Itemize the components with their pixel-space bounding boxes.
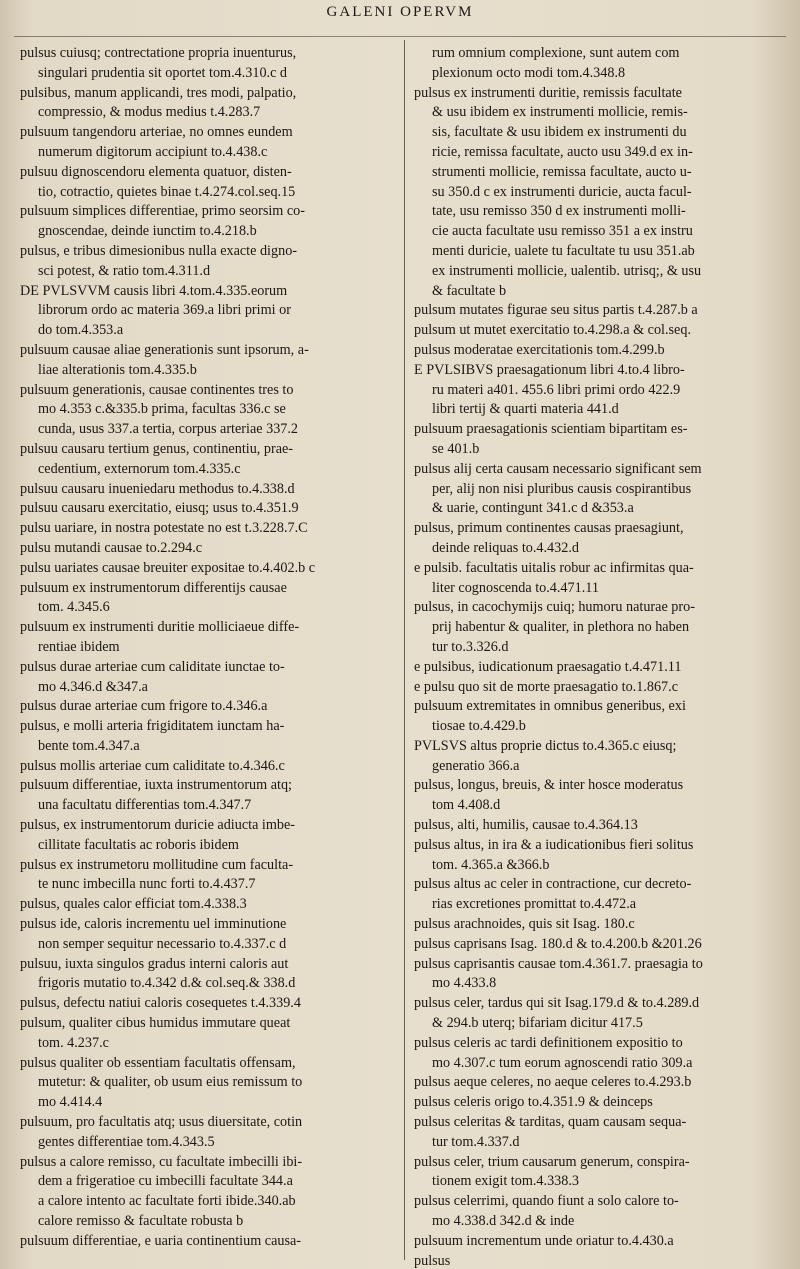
index-line: generatio 366.a [432, 757, 520, 774]
index-line: pulsus, e tribus dimesionibus nulla exacte digno- [20, 242, 298, 259]
index-line: tom. 4.365.a &366.b [432, 856, 550, 873]
index-line: tur to.3.326.d [432, 638, 509, 655]
index-line: plexionum octo modi tom.4.348.8 [432, 64, 626, 81]
index-line: cunda, usus 337.a tertia, corpus arteriae 337.2 [38, 421, 299, 438]
index-line: pulsus, defectu natiui caloris cosequetes t.4.339.4 [20, 995, 301, 1012]
index-line: dem a frigeratioe cu imbecilli facultate 344.a [38, 1173, 293, 1190]
index-line: do tom.4.353.a [38, 322, 124, 339]
index-line: numerum digitorum accipiunt to.4.438.c [38, 143, 268, 160]
index-line: E PVLSIBVS praesagationum libri 4.to.4 libro- [414, 361, 685, 378]
index-line: libri tertij & quarti materia 441.d [432, 401, 619, 418]
index-line: pulsuum differentiae, e uaria continentium causa- [20, 1232, 302, 1249]
index-line: pulsus, primum continentes causas praesagiunt, [414, 520, 684, 537]
column-divider [404, 40, 405, 1260]
index-line: pulsus, alti, humilis, causae to.4.364.13 [414, 817, 638, 834]
index-line: menti duricie, ualete tu facultate tu usu 351.ab [432, 242, 695, 259]
index-line: pulsus celer, tardus qui sit Isag.179.d & to.4.289.d [414, 995, 700, 1012]
index-line: pulsuum praesagationis scientiam bipartitam es- [414, 421, 688, 438]
index-line: pulsuum, pro facultatis atq; usus diuersitate, cotin [20, 1114, 303, 1131]
index-line: strumenti mollicie, remissa facultate, aucto u- [432, 163, 692, 180]
index-line: tom 4.408.d [432, 797, 501, 814]
index-line: pulsus celerrimi, quando fiunt a solo calore to- [414, 1193, 679, 1210]
index-line: tiosae to.4.429.b [432, 718, 526, 735]
index-line: cie aucta facultate usu remisso 351 a ex instru [432, 223, 693, 240]
index-line: tom. 4.345.6 [38, 599, 110, 616]
index-line: pulsuu, iuxta singulos gradus interni caloris aut [20, 955, 289, 972]
index-line: DE PVLSVVM causis libri 4.tom.4.335.eorum [20, 282, 288, 299]
index-line: tio, cotractio, quietes binae t.4.274.col.seq.15 [38, 183, 296, 200]
index-line: tur tom.4.337.d [432, 1133, 520, 1150]
index-line: e pulsu quo sit de morte praesagatio to.1.867.c [414, 678, 678, 695]
index-line: sci potest, & ratio tom.4.311.d [38, 262, 211, 279]
index-line: non semper sequitur necessario to.4.337.c d [38, 935, 287, 952]
index-line: pulsus moderatae exercitationis tom.4.299.b [414, 341, 665, 358]
index-line: PVLSVS altus proprie dictus to.4.365.c eiusq; [414, 737, 677, 754]
index-line: mo 4.338.d 342.d & inde [432, 1213, 575, 1230]
index-line: compressio, & modus medius t.4.283.7 [38, 104, 261, 121]
index-line: singulari prudentia sit oportet tom.4.310.c d [38, 64, 288, 81]
index-line: pulsuu causaru inueniedaru methodus to.4.338.d [20, 480, 295, 497]
index-line: ru materi a401. 455.6 libri primi ordo 422.9 [432, 381, 681, 398]
index-line: pulsibus, manum applicandi, tres modi, palpatio, [20, 84, 297, 101]
index-line: tionem exigit tom.4.338.3 [432, 1173, 579, 1190]
index-line: pulsus celer, trium causarum generum, conspira- [414, 1153, 690, 1170]
header-rule [14, 36, 786, 37]
index-line: & 294.b uterq; bifariam dicitur 417.5 [432, 1015, 643, 1032]
index-line: liter cognoscenda to.4.471.11 [432, 579, 599, 596]
index-line: pulsum mutates figurae seu situs partis t.4.287.b a [414, 302, 698, 319]
index-line: rias excretiones promittat to.4.472.a [432, 896, 637, 913]
index-line: pulsus durae arteriae cum frigore to.4.346.a [20, 698, 268, 715]
index-line: pulsuum generationis, causae continentes tres to [20, 381, 294, 398]
index-line: & facultate b [432, 282, 507, 299]
index-line: calore remisso & facultate robusta b [38, 1213, 244, 1230]
index-line: pulsu uariare, in nostra potestate no est t.3.228.7.C [20, 520, 308, 537]
index-line: pulsum ut mutet exercitatio to.4.298.a & col.seq. [414, 322, 691, 339]
index-line: gentes differentiae tom.4.343.5 [38, 1133, 215, 1150]
index-line: pulsus, quales calor efficiat tom.4.338.3 [20, 896, 247, 913]
index-line: pulsus qualiter ob essentiam facultatis offensam, [20, 1054, 296, 1071]
index-line: mo 4.346.d &347.a [38, 678, 148, 695]
index-line: pulsus, in cacochymijs cuiq; humoru naturae pro- [414, 599, 695, 616]
index-line: pulsu uariates causae breuiter expositae to.4.402.b c [20, 559, 316, 576]
index-line: pulsuum differentiae, iuxta instrumentorum atq; [20, 777, 293, 794]
index-line: pulsus celeritas & tarditas, quam causam sequa- [414, 1114, 687, 1131]
index-line: cedentium, externorum tom.4.335.c [38, 460, 241, 477]
index-line: pulsus celeris origo to.4.351.9 & deinceps [414, 1094, 653, 1111]
index-line: librorum ordo ac materia 369.a libri primi or [38, 302, 291, 319]
index-line: pulsus altus ac celer in contractione, cur decreto- [414, 876, 692, 893]
index-line: deinde reliquas to.4.432.d [432, 539, 579, 556]
index-line: su 350.d c ex instrumenti duricie, aucta facul- [432, 183, 692, 200]
index-line: pulsum, qualiter cibus humidus immutare queat [20, 1015, 291, 1032]
index-line: mo 4.307.c tum eorum agnoscendi ratio 309.a [432, 1054, 693, 1071]
index-line: pulsus altus, in ira & a iudicationibus fieri solitus [414, 836, 694, 853]
index-line: pulsuum simplices differentiae, primo seorsim co- [20, 203, 306, 220]
index-line: cillitate facultatis ac roboris ibidem [38, 836, 239, 853]
index-line: bente tom.4.347.a [38, 737, 140, 754]
index-line: pulsus ex instrumenti duritie, remissis facultate [414, 84, 682, 101]
index-line: tom. 4.237.c [38, 1034, 109, 1051]
index-line: te nunc imbecilla nunc forti to.4.437.7 [38, 876, 256, 893]
index-line: per, alij non nisi pluribus causis cospirantibus [432, 480, 692, 497]
index-line: pulsus aeque celeres, no aeque celeres to.4.293.b [414, 1074, 692, 1091]
index-line: sis, facultate & usu ibidem ex instrumenti du [432, 124, 687, 141]
index-line: pulsuum ex instrumentorum differentijs causae [20, 579, 287, 596]
index-line: rentiae ibidem [38, 638, 120, 655]
index-line: pulsuum causae aliae generationis sunt ipsorum, a- [20, 341, 309, 358]
index-line: se 401.b [432, 440, 480, 457]
index-line: pulsus mollis arteriae cum caliditate to.4.346.c [20, 757, 285, 774]
index-line: mo 4.414.4 [38, 1094, 103, 1111]
index-line: pulsuum ex instrumenti duritie molliciaeue diffe- [20, 619, 300, 636]
index-line: pulsus arachnoides, quis sit Isag. 180.c [414, 916, 635, 933]
index-line: a calore intento ac facultate forti ibide.340.ab [38, 1193, 296, 1210]
index-line: pulsus [414, 1252, 451, 1269]
index-line: pulsuum incrementum unde oriatur to.4.430.a [414, 1232, 674, 1249]
index-line: pulsuu causaru exercitatio, eiusq; usus to.4.351.9 [20, 500, 299, 517]
index-line: pulsus, ex instrumentorum duricie adiucta imbe- [20, 817, 296, 834]
index-line: pulsuu dignoscendoru elementa quatuor, disten- [20, 163, 292, 180]
index-line: pulsus celeris ac tardi definitionem expositio to [414, 1034, 683, 1051]
index-line: rum omnium complexione, sunt autem com [432, 45, 680, 61]
index-line: tate, usu remisso 350 d ex instrumenti molli- [432, 203, 686, 220]
index-line: gnoscendae, deinde iunctim to.4.218.b [38, 223, 257, 240]
index-line: pulsus caprisantis causae tom.4.361.7. praesagia to [414, 955, 703, 972]
index-line: pulsus, e molli arteria frigiditatem iunctam ha- [20, 718, 285, 735]
running-header: GALENI OPERVM [326, 4, 474, 20]
index-line: mo 4.353 c.&335.b prima, facultas 336.c se [38, 401, 286, 418]
index-line: pulsus ex instrumetoru mollitudine cum faculta- [20, 856, 294, 873]
index-line: pulsus ide, caloris incrementu uel imminutione [20, 916, 287, 933]
index-line: liae alterationis tom.4.335.b [38, 361, 197, 378]
index-line: pulsus durae arteriae cum caliditate iunctae to- [20, 658, 285, 675]
index-line: e pulsibus, iudicationum praesagatio t.4.471.11 [414, 658, 682, 675]
index-line: mutetur: & qualiter, ob usum eius remissum to [38, 1074, 303, 1091]
index-line: pulsus alij certa causam necessario significant sem [414, 460, 702, 477]
index-line: e pulsib. facultatis uitalis robur ac infirmitas qua- [414, 559, 694, 576]
index-line: & usu ibidem ex instrumenti mollicie, remis- [432, 104, 688, 121]
right-column [414, 44, 798, 1269]
index-line: pulsus caprisans Isag. 180.d & to.4.200.b &201.26 [414, 935, 702, 952]
index-line: ex instrumenti mollicie, ualentib. utrisq;, & usu [432, 262, 702, 279]
index-line: pulsuu causaru tertium genus, continentiu, prae- [20, 440, 294, 457]
left-column [20, 44, 404, 1252]
index-line: pulsuum extremitates in omnibus generibus, exi [414, 698, 686, 715]
index-line: mo 4.433.8 [432, 975, 497, 992]
index-line: & uarie, contingunt 341.c d &353.a [432, 500, 634, 517]
index-line: frigoris mutatio to.4.342 d.& col.seq.& 338.d [38, 975, 296, 992]
index-line: ricie, remissa facultate, aucto usu 349.d ex in- [432, 143, 693, 160]
index-line: pulsus, longus, breuis, & inter hosce moderatus [414, 777, 684, 794]
index-line: una facultatu differentias tom.4.347.7 [38, 797, 252, 814]
index-line: pulsus cuiusq; contrectatione propria inuenturus, [20, 45, 297, 61]
index-line: pulsu mutandi causae to.2.294.c [20, 539, 203, 556]
index-line: pulsus a calore remisso, cu facultate imbecilli ibi- [20, 1153, 303, 1170]
index-line: pulsuum tangendoru arteriae, no omnes eundem [20, 124, 293, 141]
index-line: prij habentur & qualiter, in plethora no haben [432, 619, 690, 636]
